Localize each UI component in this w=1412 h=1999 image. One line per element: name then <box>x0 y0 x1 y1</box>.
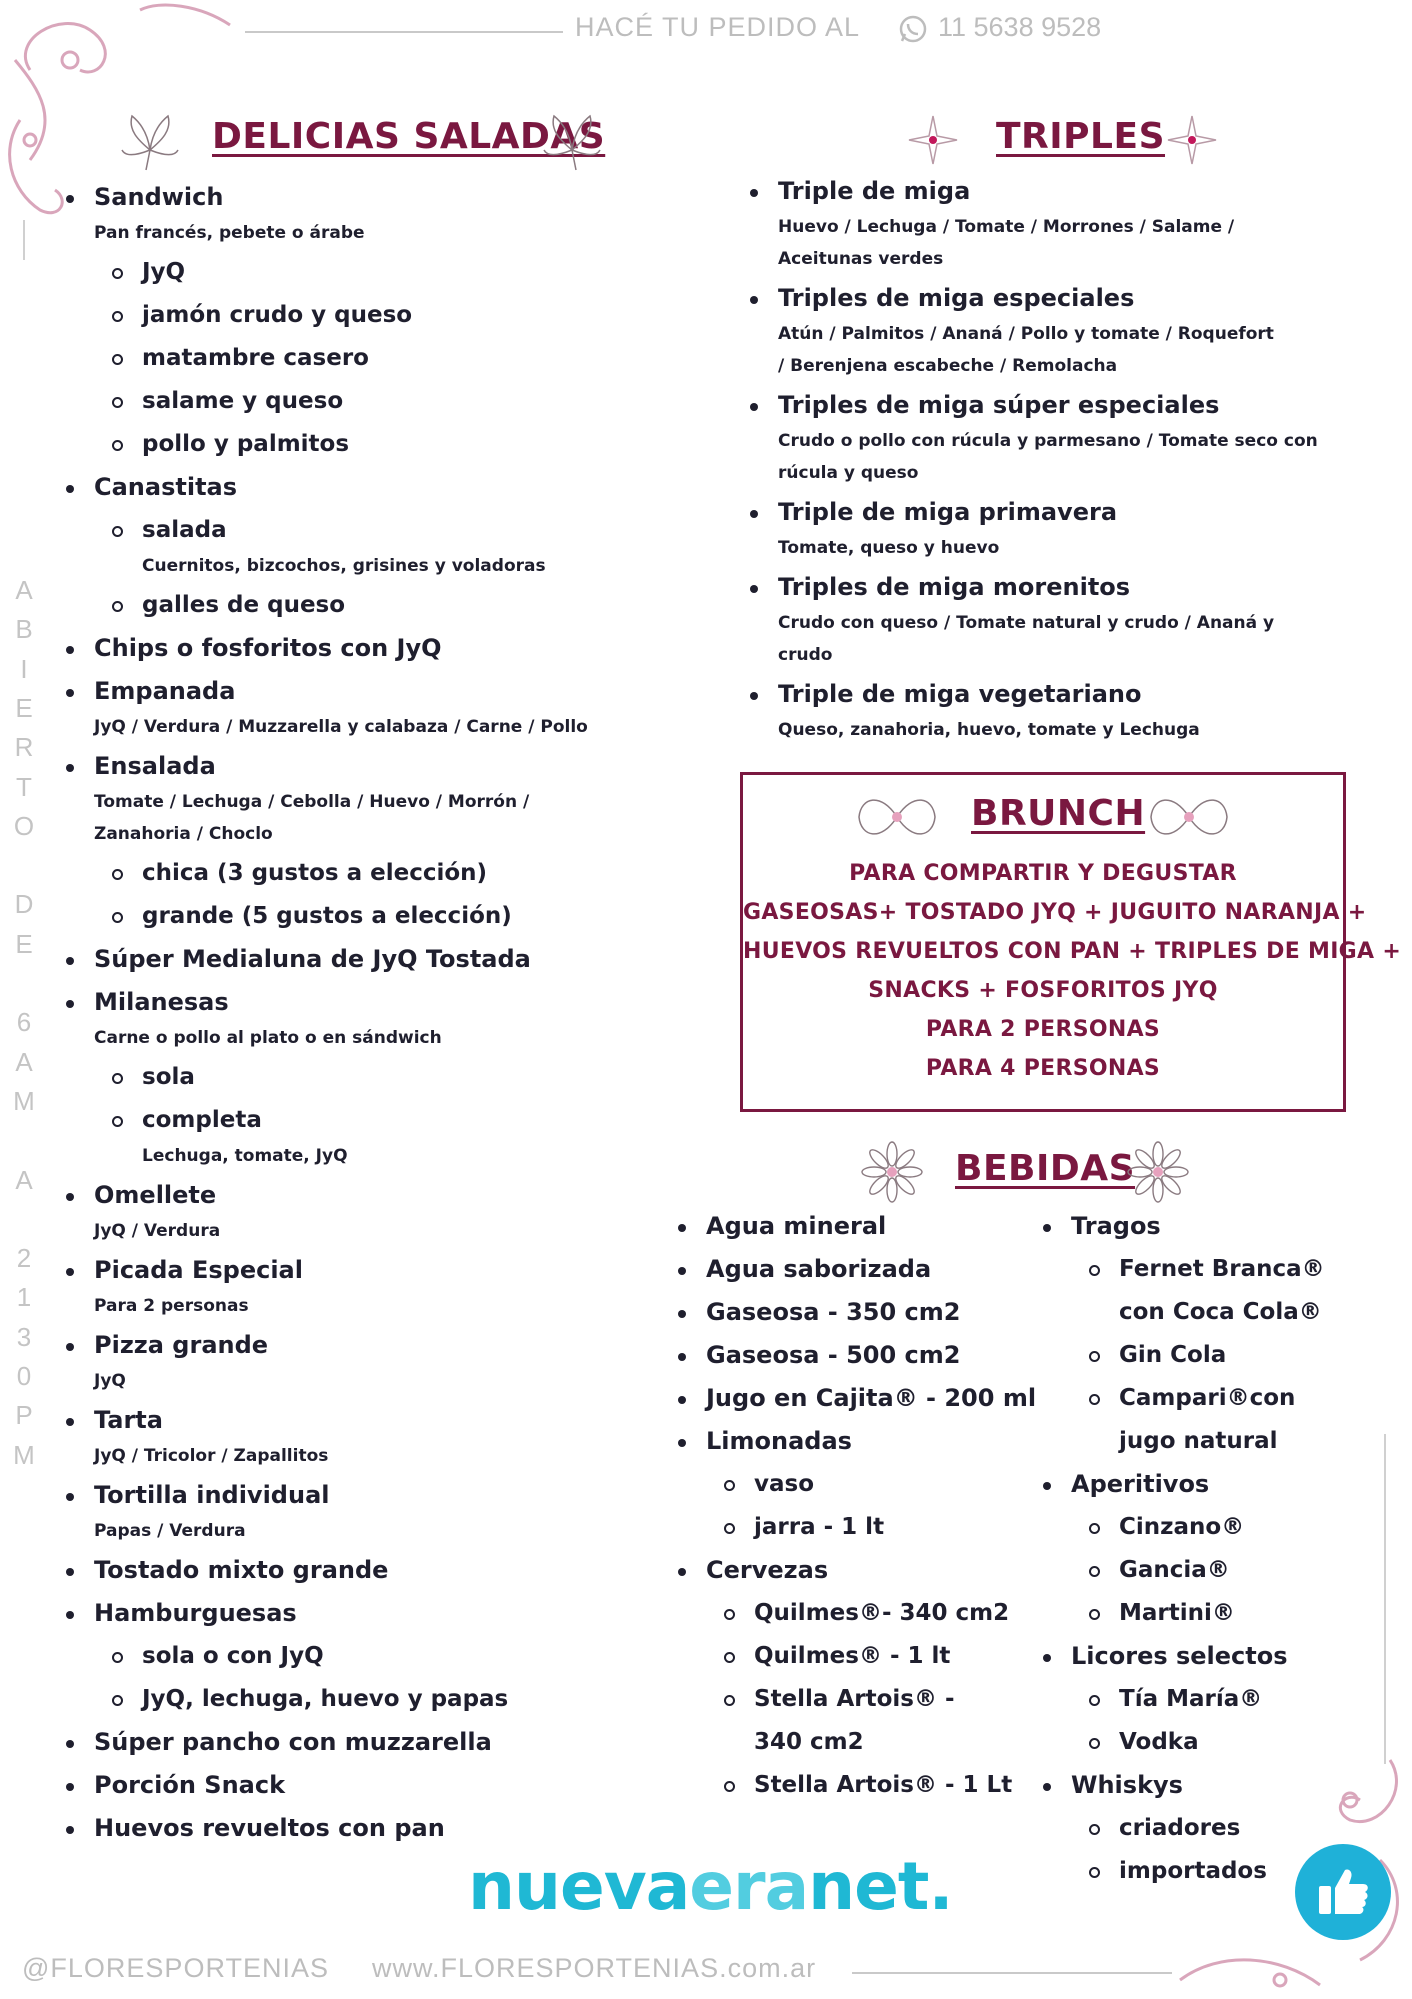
vertical-letter: A <box>15 575 33 605</box>
menu-item: Limonadas <box>676 1420 1036 1463</box>
section-title-bebidas: BEBIDAS <box>955 1148 1136 1189</box>
instagram-handle[interactable]: @FLORESPORTENIAS <box>22 1953 329 1983</box>
menu-subitem: JyQ <box>64 251 684 294</box>
header <box>0 6 1412 46</box>
menu-subitem: Tía María® <box>1041 1678 1371 1721</box>
vertical-letter: D <box>14 889 34 920</box>
menu-subitem: Cinzano® <box>1041 1506 1371 1549</box>
header-divider-left <box>245 31 563 33</box>
phone-number[interactable]: 11 5638 9528 <box>938 12 1102 42</box>
vertical-letter: P <box>15 1400 33 1431</box>
menu-item-description: JyQ / Verdura <box>94 1221 221 1241</box>
vertical-letter: I <box>20 653 28 684</box>
menu-item: Porción Snack <box>64 1764 684 1807</box>
menu-item-description: Tomate, queso y huevo <box>778 538 1000 558</box>
menu-item: Sandwich <box>64 176 684 219</box>
menu-subitem-continued: 340 cm2 <box>754 1729 864 1755</box>
menu-item-description: rúcula y queso <box>778 463 919 483</box>
daisy-flower-icon <box>860 1140 924 1204</box>
menu-item: Tragos <box>1041 1205 1371 1248</box>
menu-item: Cervezas <box>676 1549 1036 1592</box>
menu-item: Chips o fosforitos con JyQ <box>64 627 684 670</box>
menu-subitem: Martini® <box>1041 1592 1371 1635</box>
menu-item: Whiskys <box>1041 1764 1371 1807</box>
menu-item: Triples de miga súper especiales <box>748 384 1368 427</box>
vertical-letter: A <box>15 1164 33 1195</box>
menu-item-description: Zanahoria / Choclo <box>94 824 273 844</box>
menu-subitem: salada <box>64 509 684 552</box>
menu-item-description: Tomate / Lechuga / Cebolla / Huevo / Morrón / <box>94 792 530 812</box>
triples-list <box>748 170 1368 748</box>
menu-item-description: Carne o pollo al plato o en sándwich <box>94 1028 442 1048</box>
section-title-brunch: BRUNCH <box>971 793 1146 834</box>
brunch-line: SNACKS + FOSFORITOS JYQ <box>868 978 1218 1003</box>
hibiscus-flower-icon <box>851 787 943 849</box>
vertical-letter: T <box>16 771 32 802</box>
menu-subitem: completa <box>64 1099 684 1142</box>
section-title-delicias-saladas: DELICIAS SALADAS <box>212 116 606 157</box>
vertical-letter: R <box>14 732 34 763</box>
menu-subitem-continued: con Coca Cola® <box>1119 1299 1322 1325</box>
menu-subitem: criadores <box>1041 1807 1371 1850</box>
brunch-line: PARA 4 PERSONAS <box>925 1056 1161 1081</box>
lily-flower-icon <box>540 110 604 174</box>
vertical-letter: 3 <box>16 1321 32 1352</box>
menu-subitem: sola <box>64 1056 684 1099</box>
vertical-letter: E <box>15 692 33 723</box>
menu-subitem: Gin Cola <box>1041 1334 1371 1377</box>
menu-item-description: Huevo / Lechuga / Tomate / Morrones / Salame / <box>778 217 1235 237</box>
bebidas-list-right <box>1041 1205 1371 1893</box>
menu-item: Jugo en Cajita® - 200 ml <box>676 1377 1036 1420</box>
menu-item-description: Aceitunas verdes <box>778 249 944 269</box>
brunch-line: PARA 2 PERSONAS <box>925 1017 1161 1042</box>
hibiscus-flower-icon <box>1143 787 1235 849</box>
menu-item: Triple de miga vegetariano <box>748 673 1368 716</box>
menu-item: Omellete <box>64 1174 684 1217</box>
menu-subitem: JyQ, lechuga, huevo y papas <box>64 1678 684 1721</box>
menu-subitem: Stella Artois® - <box>676 1678 1036 1721</box>
vertical-letter: B <box>15 614 33 645</box>
brunch-line: PARA COMPARTIR Y DEGUSTAR <box>849 861 1237 886</box>
vertical-letter: M <box>13 1085 35 1116</box>
menu-item: Triples de miga especiales <box>748 277 1368 320</box>
menu-item: Aperitivos <box>1041 1463 1371 1506</box>
menu-subitem: Fernet Branca® <box>1041 1248 1371 1291</box>
star-flower-icon <box>905 112 961 168</box>
menu-item: Triples de miga morenitos <box>748 566 1368 609</box>
menu-item: Gaseosa - 500 cm2 <box>676 1334 1036 1377</box>
menu-item: Milanesas <box>64 981 684 1024</box>
menu-item-description: Cuernitos, bizcochos, grisines y voladoras <box>142 556 546 576</box>
menu-item-description: JyQ <box>94 1371 126 1391</box>
menu-item-description: Queso, zanahoria, huevo, tomate y Lechuga <box>778 720 1200 740</box>
menu-item: Pizza grande <box>64 1324 684 1367</box>
menu-item: Agua saborizada <box>676 1248 1036 1291</box>
menu-item-description: Papas / Verdura <box>94 1521 246 1541</box>
menu-item: Súper pancho con muzzarella <box>64 1721 684 1764</box>
menu-item: Licores selectos <box>1041 1635 1371 1678</box>
menu-subitem: vaso <box>676 1463 1036 1506</box>
vertical-letter: O <box>13 810 35 841</box>
vertical-letter: 0 <box>16 1361 32 1391</box>
menu-subitem: Gancia® <box>1041 1549 1371 1592</box>
menu-subitem: Quilmes®- 340 cm2 <box>676 1592 1036 1635</box>
menu-subitem: Vodka <box>1041 1721 1371 1764</box>
menu-item: Súper Medialuna de JyQ Tostada <box>64 938 684 981</box>
delicias-saladas-list <box>64 176 684 1850</box>
menu-item-description: JyQ / Tricolor / Zapallitos <box>94 1446 329 1466</box>
daisy-flower-icon <box>1126 1140 1190 1204</box>
vertical-letter: E <box>15 928 33 959</box>
menu-item: Canastitas <box>64 466 684 509</box>
order-text: HACÉ TU PEDIDO AL <box>575 12 861 42</box>
section-title-triples: TRIPLES <box>996 116 1166 157</box>
vertical-letter: 2 <box>16 1243 32 1274</box>
menu-item: Gaseosa - 350 cm2 <box>676 1291 1036 1334</box>
footer-divider <box>852 1972 1172 1974</box>
menu-item: Ensalada <box>64 745 684 788</box>
menu-item: Huevos revueltos con pan <box>64 1807 684 1850</box>
menu-item: Tarta <box>64 1399 684 1442</box>
menu-item: Tortilla individual <box>64 1474 684 1517</box>
menu-subitem: Campari®con <box>1041 1377 1371 1420</box>
menu-subitem-continued: jugo natural <box>1119 1428 1278 1454</box>
menu-subitem: jamón crudo y queso <box>64 294 684 337</box>
vertical-letter: 1 <box>16 1282 32 1313</box>
vertical-letter: A <box>15 1046 33 1077</box>
menu-subitem: Stella Artois® - 1 Lt <box>676 1764 1036 1807</box>
menu-item-description: Pan francés, pebete o árabe <box>94 223 365 243</box>
menu-item: Empanada <box>64 670 684 713</box>
lily-flower-icon <box>118 110 182 174</box>
menu-subitem: galles de queso <box>64 584 684 627</box>
menu-item-description: / Berenjena escabeche / Remolacha <box>778 356 1118 376</box>
brunch-box <box>740 772 1402 1112</box>
vertical-letter: 6 <box>16 1007 32 1038</box>
menu-subitem: Quilmes® - 1 lt <box>676 1635 1036 1678</box>
menu-item-description: Para 2 personas <box>94 1296 249 1316</box>
logo-part: era <box>689 1848 809 1925</box>
right-border-line <box>1384 1434 1386 1764</box>
brunch-line: HUEVOS REVUELTOS CON PAN + TRIPLES DE MIGA + <box>743 939 1402 964</box>
menu-item-description: Atún / Palmitos / Ananá / Pollo y tomate / Roquefort <box>778 324 1274 344</box>
website-url[interactable]: www.FLORESPORTENIAS.com.ar <box>372 1953 817 1983</box>
menu-item: Tostado mixto grande <box>64 1549 684 1592</box>
thumbs-up-icon <box>1313 1860 1373 1920</box>
menu-item-description: Crudo o pollo con rúcula y parmesano / Tomate seco con <box>778 431 1318 451</box>
menu-item: Triple de miga <box>748 170 1368 213</box>
brunch-line: GASEOSAS+ TOSTADO JYQ + JUGUITO NARANJA + <box>743 900 1367 925</box>
menu-item: Triple de miga primavera <box>748 491 1368 534</box>
menu-subitem: grande (5 gustos a elección) <box>64 895 684 938</box>
menu-subitem: matambre casero <box>64 337 684 380</box>
menu-item: Hamburguesas <box>64 1592 684 1635</box>
whatsapp-icon <box>898 14 928 44</box>
logo-part: nueva <box>468 1848 690 1925</box>
menu-subitem: sola o con JyQ <box>64 1635 684 1678</box>
bebidas-list-left <box>676 1205 1036 1807</box>
menu-item-description: crudo <box>778 645 833 665</box>
menu-item: Picada Especial <box>64 1249 684 1292</box>
like-button[interactable] <box>1295 1844 1391 1940</box>
menu-item-description: Lechuga, tomate, JyQ <box>142 1146 348 1166</box>
menu-item-description: Crudo con queso / Tomate natural y crudo / Ananá y <box>778 613 1275 633</box>
menu-subitem: jarra - 1 lt <box>676 1506 1036 1549</box>
nuevaeranet-logo <box>468 1848 953 1925</box>
menu-subitem: salame y queso <box>64 380 684 423</box>
menu-subitem: importados <box>1041 1850 1371 1893</box>
vertical-letter: M <box>13 1439 35 1470</box>
menu-subitem: chica (3 gustos a elección) <box>64 852 684 895</box>
menu-subitem: pollo y palmitos <box>64 423 684 466</box>
star-flower-icon <box>1164 112 1220 168</box>
menu-item-description: JyQ / Verdura / Muzzarella y calabaza / Carne / Pollo <box>94 717 588 737</box>
menu-item: Agua mineral <box>676 1205 1036 1248</box>
logo-part: net. <box>808 1848 953 1925</box>
